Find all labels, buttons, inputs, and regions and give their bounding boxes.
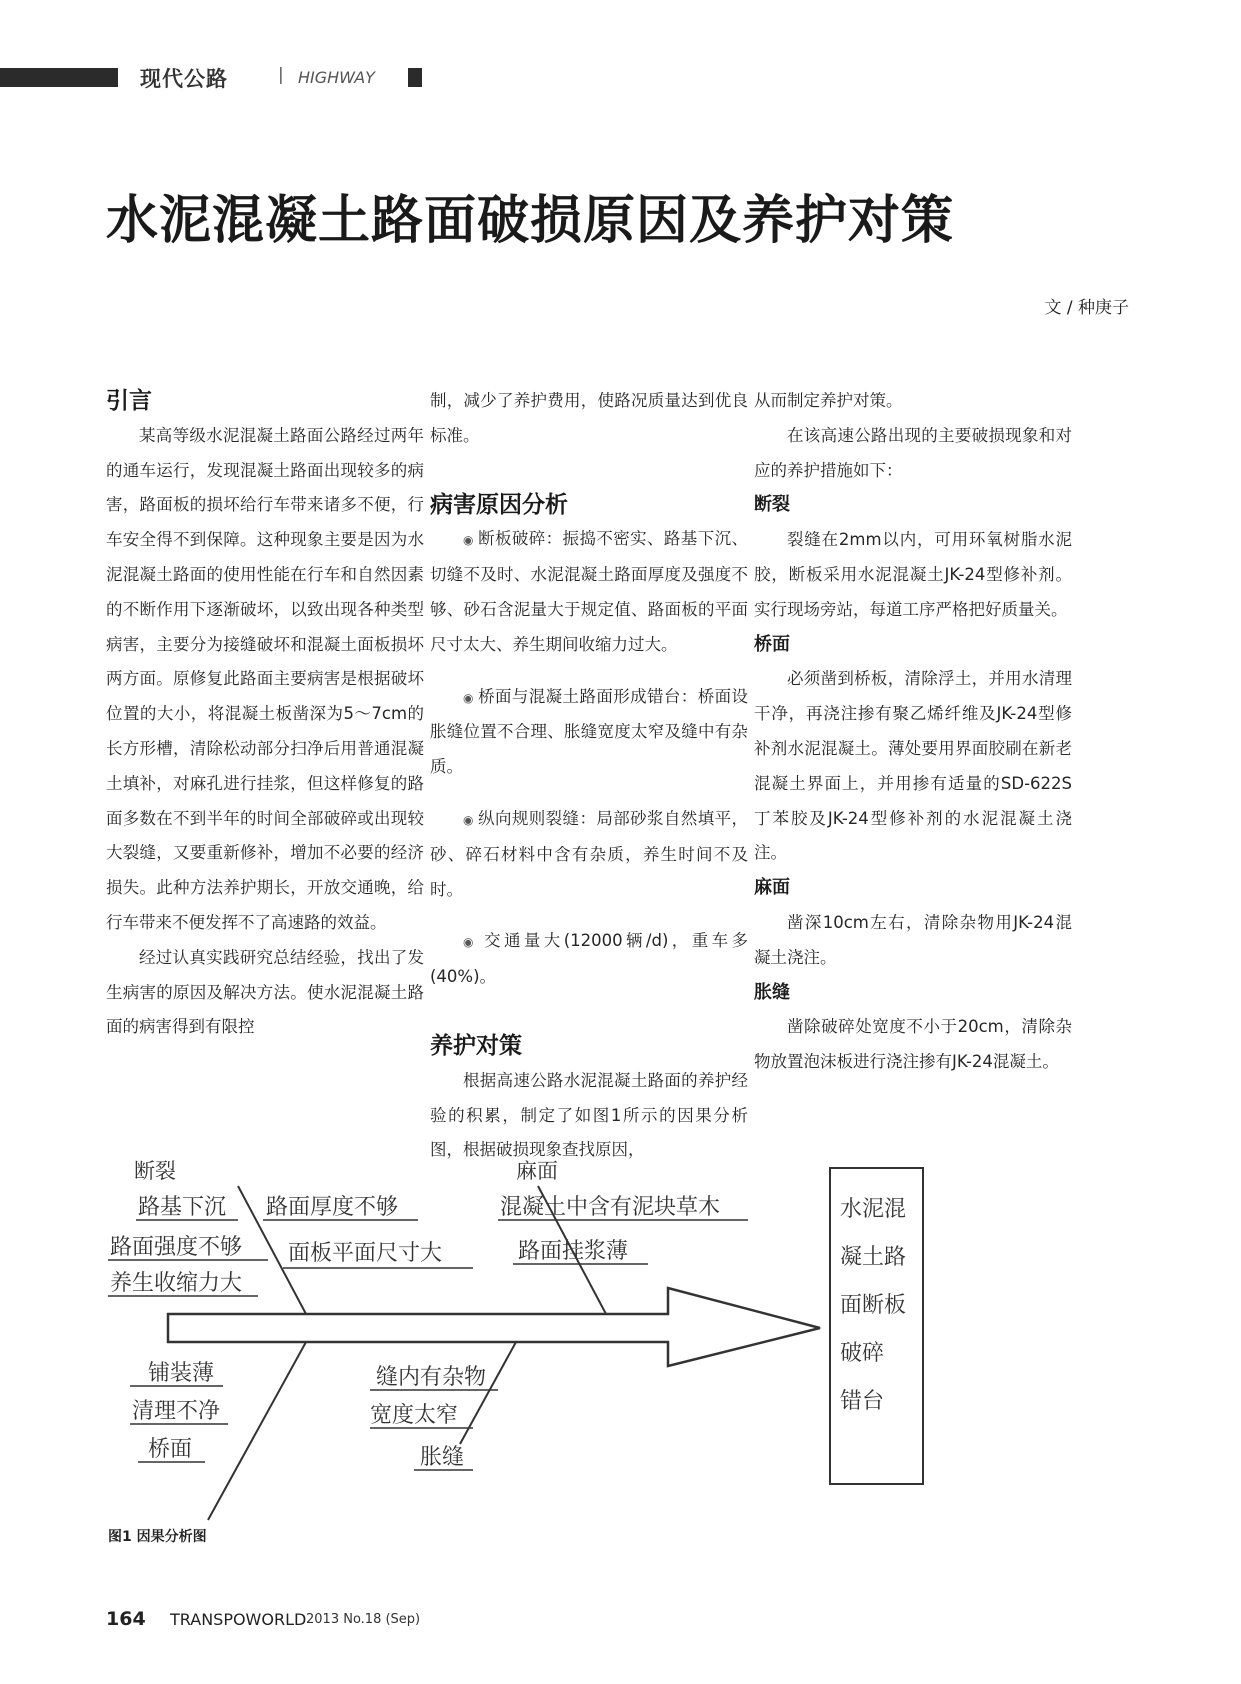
column-1 — [106, 384, 424, 1045]
bone-bridge-main — [208, 1342, 306, 1520]
label-insufficient-strength: 路面强度不够 — [110, 1235, 243, 1260]
bridge-deck-text: 必须凿到桥板，清除浮土，并用水清理干净，再浇注掺有聚乙烯纤维及JK-24型修补剂水泥混凝土。薄处要用界面胶刷在新老混凝土界面上，并用掺有适量的SD-622S丁苯胶及JK-24型修补剂的水泥混凝土浇注。 — [754, 669, 1072, 863]
heading-cause-analysis: 病害原因分析 — [430, 491, 568, 518]
main-spine-arrow — [168, 1288, 820, 1366]
pitted-surface-text: 凿深10cm左右，清除杂物用JK-24混凝土浇注。 — [754, 912, 1072, 967]
subheading-bridge-deck: 桥面 — [754, 633, 790, 655]
label-subgrade-settlement: 路基下沉 — [138, 1195, 227, 1220]
article-title: 水泥混凝土路面破损原因及养护对策 — [106, 191, 955, 251]
label-expansion-joint: 胀缝 — [420, 1445, 465, 1470]
journal-name: 现代公路 — [140, 67, 228, 91]
heading-introduction: 引言 — [106, 388, 152, 414]
col3-paragraph-1: 在该高速公路出现的主要破损现象和对应的养护措施如下： — [754, 425, 1072, 480]
intro-paragraph-1: 某高等级水泥混凝土路面公路经过两年的通车运行，发现混凝土路面出现较多的病害，路面板的损坏给行车带来诸多不便，行车安全得不到保障。这种现象主要是因为水泥混凝土路面的使用性能在行车和自然因素的不断作用下逐渐破坏，以致出现各种类型病害，主要分为接缝破坏和混凝土面板损坏两方面。原修复此路面主要病害是根据破坏位置的大小，将混凝土板凿深为5～7cm的长方形槽，清除松动部分扫净后用普通混凝土填补，对麻孔进行挂浆，但这样修复的路面多数在不到半年的时间全部破碎或出现较大裂缝，又要重新修补，增加不必要的经济损失。此种方法养护期长，开放交通晚，给行车带来不便发挥不了高速路的效益。 — [106, 425, 424, 932]
fracture-text: 裂缝在2mm以内，可用环氧树脂水泥胶，断板采用水泥混凝土JK-24型修补剂。实行现场旁站，每道工序严格把好质量关。 — [754, 530, 1072, 619]
label-bridge-deck: 桥面 — [148, 1437, 193, 1462]
label-pitted-surface: 麻面 — [516, 1159, 558, 1183]
label-mud-grass: 混凝土中含有泥块草木 — [500, 1195, 721, 1220]
label-effect-line-2: 凝土路 — [840, 1245, 907, 1270]
expansion-joint-text: 凿除破碎处宽度不小于20cm，清除杂物放置泡沫板进行浇注掺有JK-24混凝土。 — [754, 1017, 1072, 1072]
maintenance-paragraph: 根据高速公路水泥混凝土路面的养护经验的积累，制定了如图1所示的因果分析图，根据破损现象查找原因， — [430, 1070, 748, 1160]
label-effect-line-3: 面断板 — [840, 1293, 907, 1318]
header-bar-right — [408, 68, 422, 87]
label-too-narrow: 宽度太窄 — [370, 1403, 459, 1428]
fishbone-diagram — [108, 1158, 928, 1524]
subheading-fracture: 断裂 — [754, 494, 790, 516]
col3-paragraph-0: 从而制定养护对策。 — [754, 391, 903, 410]
section-name: HIGHWAY — [298, 68, 375, 87]
issue-info: 2013 No.18 (Sep) — [306, 1612, 421, 1627]
label-thin-paving: 铺装薄 — [148, 1361, 215, 1386]
label-effect-line-4: 破碎 — [840, 1341, 885, 1366]
author-line: 文 / 种庚子 — [1044, 298, 1129, 318]
label-effect-line-5: 错台 — [840, 1389, 885, 1414]
label-slab-size: 面板平面尺寸大 — [288, 1241, 443, 1266]
label-insufficient-thickness: 路面厚度不够 — [266, 1195, 399, 1220]
label-effect-line-1: 水泥混 — [840, 1197, 907, 1222]
magazine-name: TRANSPOWORLD — [170, 1610, 307, 1629]
subheading-expansion-joint: 胀缝 — [754, 981, 790, 1003]
label-joint-debris: 缝内有杂物 — [376, 1365, 487, 1390]
label-fracture: 断裂 — [134, 1159, 176, 1183]
header-bar-left — [0, 68, 118, 87]
header-separator: | — [278, 65, 284, 85]
cause-bullet-2: ◉ 桥面与混凝土路面形成错台：桥面设胀缝位置不合理、胀缝宽度太窄及缝中有杂质。 — [430, 680, 748, 785]
cause-bullet-1: ◉ 断板破碎：振捣不密实、路基下沉、切缝不及时、水泥混凝土路面厚度及强度不够、砂石含泥量大于规定值、路面板的平面尺寸太大、养生期间收缩力过大。 — [430, 522, 748, 662]
column-2 — [430, 384, 748, 1168]
cause-bullet-3: ◉ 纵向规则裂缝：局部砂浆自然填平，砂、碎石材料中含有杂质，养生时间不及时。 — [430, 802, 748, 907]
label-unclean: 清理不净 — [132, 1399, 221, 1424]
col2-paragraph-0: 制，减少了养护费用，使路况质量达到优良标准。 — [430, 391, 748, 445]
heading-maintenance: 养护对策 — [430, 1032, 522, 1059]
figure-caption: 图1 因果分析图 — [108, 1529, 207, 1545]
subheading-pitted-surface: 麻面 — [754, 877, 790, 899]
cause-bullet-4: ◉ 交通量大(12000辆/d)，重车多(40%)。 — [430, 924, 748, 995]
label-curing-shrinkage: 养生收缩力大 — [110, 1271, 243, 1296]
page-number: 164 — [106, 1608, 146, 1630]
label-thin-slurry: 路面挂浆薄 — [518, 1239, 629, 1264]
intro-paragraph-2: 经过认真实践研究总结经验，找出了发生病害的原因及解决方法。使水泥混凝土路面的病害得到有限控 — [106, 947, 424, 1037]
column-3 — [754, 384, 1072, 1080]
